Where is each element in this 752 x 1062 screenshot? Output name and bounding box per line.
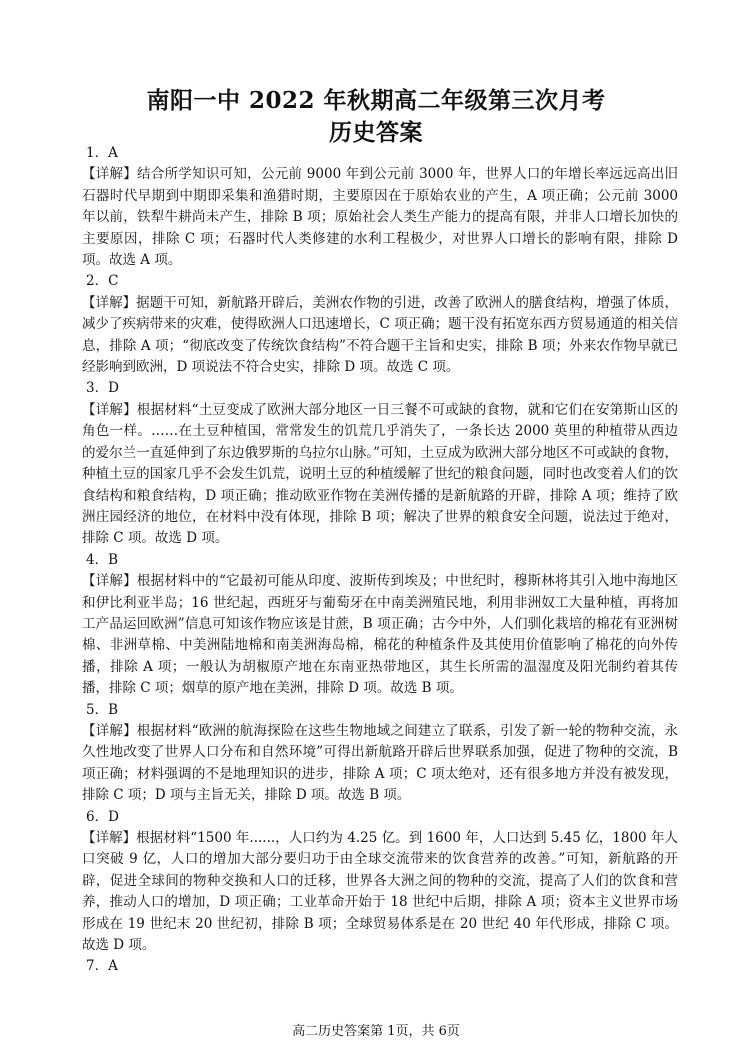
answer-item [82,271,678,378]
answer-list [82,143,678,978]
answer-item [82,807,678,957]
answer-item [82,550,678,700]
question-number: 1．A [86,145,118,161]
question-number: 2．C [86,273,119,290]
answer-explanation: 【详解】根据材料“1500 年......，人口约为 4.25 亿。到 1600 年，人口达到 5.45 亿，1800 年人口突破 9 亿，人口的增加大部分要归功于由全球交流带来的饮食营养的改善。”可知，新航路的开辟，促进全球间的物种交换和人口的迁移，世界各大洲之间的物种的交流，提高了人们的饮食和营养，推动人口的增加，D 项正确；工业革命开始于 18 世纪中后期，排除 A 项；资本主义世界市场形成在 19 世纪末 20 世纪初，排除 B 项；全球贸易体系是在 20 世纪 40 年代形成，排除 C 项。故选 D 项。 [82,830,678,954]
answer-item [82,143,678,271]
question-number: 5．B [86,701,119,718]
page-subtitle: 历史答案 [329,119,423,146]
page-title: 南阳一中 2022 年秋期高二年级第三次月考 [146,87,606,114]
question-number: 7．A [86,958,118,975]
answer-explanation: 【详解】据题干可知，新航路开辟后，美洲农作物的引进，改善了欧洲人的膳食结构，增强了体质，减少了疾病带来的灾难，使得欧洲人口迅速增长，C 项正确；题干没有拓宽东西方贸易通道的相关信息，排除 A 项；“彻底改变了传统饮食结构”不符合题干主旨和史实，排除 B 项；外来农作物早就已经影响到欧洲，D 项说法不符合史实，排除 D 项。故选 C 项。 [82,294,678,376]
page-footer: 高二历史答案第 1页，共 6页 [292,1024,460,1039]
answer-explanation: 【详解】根据材料“欧洲的航海探险在这些生物地域之间建立了联系，引发了新一轮的物种交流，永久性地改变了世界人口分布和自然环境”可得出新航路开辟后世界联系加强，促进了物种的交流，B 项正确；材料强调的不是地理知识的进步，排除 A 项；C 项太绝对，还有很多地方并没有被发现，排除 C 项；D 项与主旨无关，排除 D 项。故选 B 项。 [82,722,678,804]
question-number: 4．B [86,551,119,568]
answer-explanation: 【详解】根据材料“土豆变成了欧洲大部分地区一日三餐不可或缺的食物，就和它们在安第斯山区的角色一样。……在土豆种植国，常常发生的饥荒几乎消失了，一条长达 2000 英里的种植带从西边的爱尔兰一直延伸到了东边俄罗斯的乌拉尔山脉。”可知，土豆成为欧洲大部分地区不可或缺的食物，种植土豆的国家几乎不会发生饥荒，说明土豆的种植缓解了世纪的粮食问题，同时也改变着人们的饮食结构和粮食结构，D 项正确；推动欧亚作物在美洲传播的是新航路的开辟，排除 A 项；维持了欧洲庄园经济的地位，在材料中没有体现，排除 B 项；解决了世界的粮食安全问题，说法过于绝对，排除 C 项。故选 D 项。 [82,401,678,547]
answer-explanation: 【详解】根据材料中的“它最初可能从印度、波斯传到埃及；中世纪时，穆斯林将其引入地中海地区和伊比利亚半岛；16 世纪起，西班牙与葡萄牙在中南美洲殖民地，利用非洲奴工大量种植，再将加工产品运回欧洲”信息可知该作物应该是甘蔗，B 项正确；古今中外，人们驯化栽培的棉花有亚洲树棉、非洲草棉、中美洲陆地棉和南美洲海岛棉，棉花的种植条件及其使用价值影响了棉花的向外传播，排除 A 项；一般认为胡椒原产地在东南亚热带地区，其生长所需的温湿度及阳光制约着其传播，排除 C 项；烟草的原产地在美洲，排除 D 项。故选 B 项。 [82,573,678,697]
question-number: 6．D [86,808,119,825]
answer-item [82,378,678,549]
question-number: 3．D [86,380,119,397]
answer-item [82,956,678,977]
answer-explanation: 【详解】结合所学知识可知，公元前 9000 年到公元前 3000 年，世界人口的年增长率远远高出旧石器时代早期到中期即采集和渔猎时期，主要原因在于原始农业的产生，A 项正确；公元前 3000 年以前，铁犁牛耕尚未产生，排除 B 项；原始社会人类生产能力的提高有限，并非人口增长加快的主要原因，排除 C 项；石器时代人类修建的水利工程极少，对世界人口增长的影响有限，排除 D 项。故选 A 项。 [82,166,678,269]
answer-item [82,700,678,807]
